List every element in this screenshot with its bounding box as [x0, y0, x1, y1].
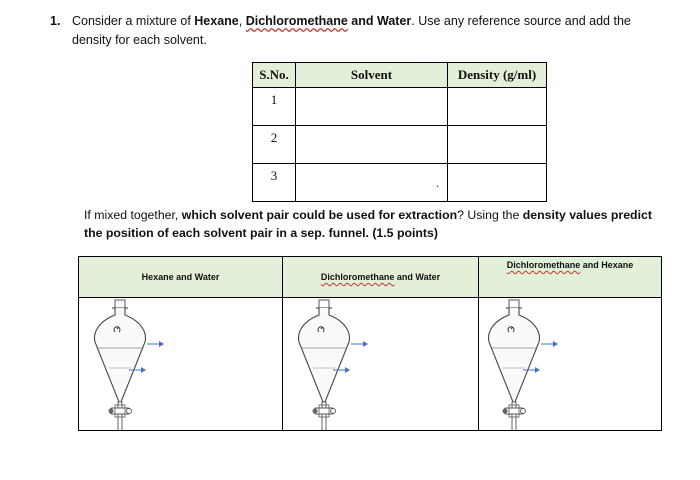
header-solvent: Solvent	[296, 63, 448, 88]
separatory-funnel-icon	[79, 298, 282, 430]
pair-label-dcm-water: Dichloromethane and Water	[283, 257, 479, 298]
solvent-hexane: Hexane	[194, 14, 239, 28]
solvent-water: Water	[377, 14, 412, 28]
table-row	[253, 126, 547, 164]
pair-label-hexane-water: Hexane and Water	[79, 257, 283, 298]
header-sno: S.No.	[253, 63, 296, 88]
solvent-cell[interactable]	[296, 164, 448, 202]
density-cell[interactable]	[448, 88, 547, 126]
question-1-text: Consider a mixture of Hexane, Dichloromethane and Water. Use any reference source and add the density for each solvent.	[72, 14, 631, 47]
table-row	[253, 88, 547, 126]
density-cell[interactable]	[448, 126, 547, 164]
question-number: 1.	[50, 14, 61, 28]
solvent-dichloromethane: Dichloromethane	[245, 14, 348, 28]
funnel-cell[interactable]	[79, 298, 283, 431]
density-table	[252, 62, 547, 202]
question-2-text: If mixed together, which solvent pair could be used for extraction? Using the density values predict the position of each solvent pair in a sep. funnel. (1.5 points)	[84, 208, 652, 240]
separatory-funnel-icon	[283, 298, 478, 430]
pair-label-dcm-hexane: Dichloromethane and Hexane	[479, 257, 662, 298]
table-row	[253, 164, 547, 202]
funnel-table	[78, 256, 662, 431]
row-number: 1	[253, 88, 296, 126]
stray-mark: .	[436, 179, 439, 190]
row-number: 3	[253, 164, 296, 202]
header-density: Density (g/ml)	[448, 63, 547, 88]
row-number: 2	[253, 126, 296, 164]
solvent-cell[interactable]	[296, 88, 448, 126]
solvent-cell[interactable]	[296, 126, 448, 164]
funnel-cell[interactable]	[283, 298, 479, 431]
separatory-funnel-icon	[479, 298, 661, 430]
question-1	[50, 12, 660, 50]
funnel-cell[interactable]	[479, 298, 662, 431]
density-cell[interactable]	[448, 164, 547, 202]
